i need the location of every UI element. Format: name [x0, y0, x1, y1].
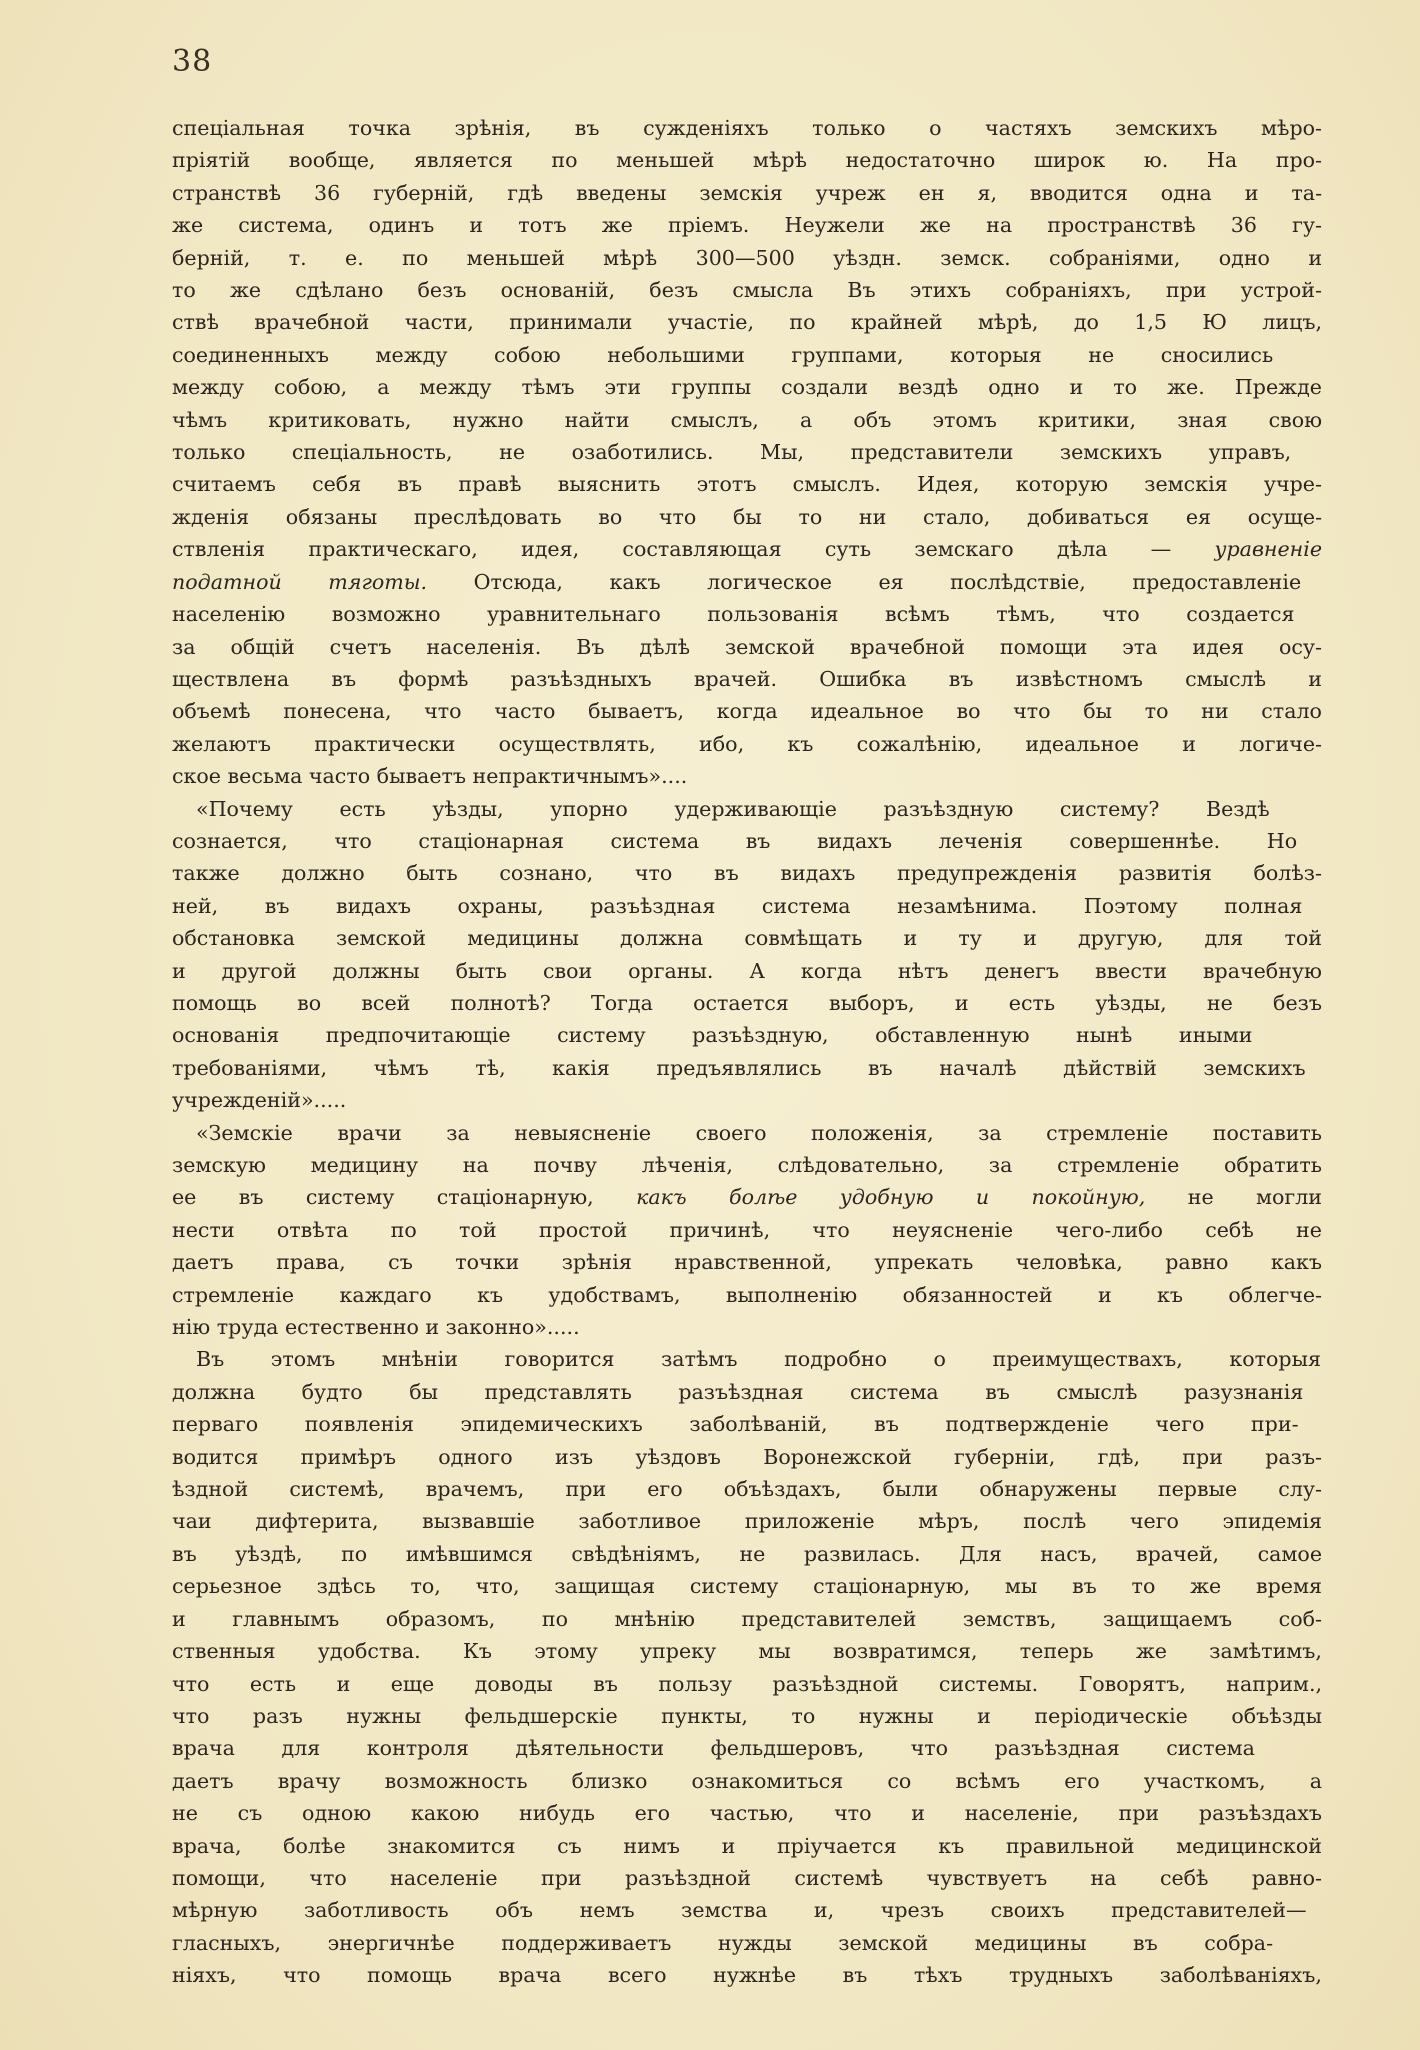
text-line: помощь во всей полнотѣ? Тогда остается выборъ, и есть уѣзды, не безъ	[172, 990, 1322, 1015]
page-number: 38	[172, 44, 213, 79]
text-line: врача, болѣе знакомится съ нимъ и пріучается къ правильной медицинской	[172, 1833, 1322, 1858]
italic-emphasis: податной тяготы.	[172, 569, 428, 594]
text-line: нію труда естественно и законно».....	[172, 1315, 580, 1340]
text-line: ское весьма часто бываетъ непрактичнымъ»....	[172, 764, 688, 789]
text-line: между собою, а между тѣмъ эти группы создали вездѣ одно и то же. Прежде	[172, 375, 1322, 400]
text-line: обстановка земской медицины должна совмѣщать и ту и другую, для той	[172, 926, 1322, 951]
text-line: ней, въ видахъ охраны, разъѣздная система незамѣнима. Поэтому полная	[172, 893, 1303, 918]
text-line: только спеціальность, не озаботились. Мы, представители земскихъ управъ,	[172, 440, 1292, 465]
text-line: даетъ врачу возможность близко ознакомиться со всѣмъ его участкомъ, а	[172, 1768, 1323, 1793]
text-line: стремленіе каждаго къ удобствамъ, выполненію обязанностей и къ облегче-	[172, 1282, 1323, 1307]
text-line: ственныя удобства. Къ этому упреку мы возвратимся, теперь же замѣтимъ,	[172, 1639, 1322, 1664]
italic-emphasis: какъ болѣе удобную и покойную,	[636, 1185, 1146, 1210]
text-line: ствѣ врачебной части, принимали участіе, по крайней мѣрѣ, до 1,5 Ю лицъ,	[172, 310, 1323, 335]
text-line: «Земскіе врачи за невыясненіе своего положенія, за стремленіе поставить	[196, 1120, 1323, 1145]
text-line: странствѣ 36 губерній, гдѣ введены земскія учреж ен я, вводится одна и та-	[172, 180, 1323, 205]
text-line: же система, одинъ и тотъ же пріемъ. Неужели же на пространствѣ 36 гу-	[172, 213, 1322, 238]
text-line: ѣздной системѣ, врачемъ, при его объѣздахъ, были обнаружены первые слу-	[172, 1477, 1322, 1502]
text-line: даетъ права, съ точки зрѣнія нравственной, упрекать человѣка, равно какъ	[172, 1250, 1322, 1275]
text-line: ствленія практическаго, идея, составляющая суть земскаго дѣла — уравненіе	[172, 537, 1323, 562]
italic-emphasis: уравненіе	[1214, 537, 1323, 562]
text-line: основанія предпочитающіе систему разъѣздную, обставленную нынѣ иными	[172, 1023, 1253, 1048]
text-line: чаи дифтерита, вызвавшіе заботливое приложеніе мѣръ, послѣ чего эпидемія	[172, 1509, 1323, 1534]
text-line: врача для контроля дѣятельности фельдшеровъ, что разъѣздная система	[172, 1736, 1255, 1761]
text-line: также должно быть сознано, что въ видахъ предупрежденія развитія болѣз-	[172, 861, 1322, 886]
text-line: Въ этомъ мнѣніи говорится затѣмъ подробно о преимуществахъ, которыя	[196, 1347, 1321, 1372]
text-line: спеціальная точка зрѣнія, въ сужденіяхъ только о частяхъ земскихъ мѣро-	[172, 116, 1322, 140]
body-text	[172, 112, 1322, 1992]
text-line: объемѣ понесена, что часто бываетъ, когда идеальное во что бы то ни стало	[172, 699, 1322, 724]
text-line: берній, т. е. по меньшей мѣрѣ 300—500 уѣздн. земск. собраніями, одно и	[172, 245, 1323, 270]
text-line: гласныхъ, энергичнѣе поддерживаетъ нужды земской медицины въ собра-	[172, 1930, 1274, 1955]
text-line: и главнымъ образомъ, по мнѣнію представителей земствъ, защищаемъ соб-	[172, 1606, 1322, 1631]
text-line: населенію возможно уравнительнаго пользованія всѣмъ тѣмъ, что создается	[172, 602, 1295, 627]
text-line: что разъ нужны фельдшерскіе пункты, то нужны и періодическіе объѣзды	[172, 1703, 1323, 1728]
text-line: требованіями, чѣмъ тѣ, какія предъявлялись въ началѣ дѣйствій земскихъ	[172, 1055, 1306, 1080]
text-line: не съ одною какою нибудь его частью, что и населеніе, при разъѣздахъ	[172, 1801, 1323, 1826]
text-line: мѣрную заботливость объ немъ земства и, чрезъ своихъ представителей—	[172, 1898, 1307, 1923]
text-line: ее въ систему стаціонарную, какъ болѣе удобную и покойную, не могли	[172, 1185, 1323, 1210]
text-line: жденія обязаны преслѣдовать во что бы то ни стало, добиваться ея осуще-	[172, 504, 1323, 529]
text-line: за общій счетъ населенія. Въ дѣлѣ земской врачебной помощи эта идея осу-	[172, 634, 1322, 659]
text-line: нести отвѣта по той простой причинѣ, что неуясненіе чего-либо себѣ не	[172, 1217, 1322, 1242]
text-line: считаемъ себя въ правѣ выяснить этотъ смыслъ. Идея, которую земскія учре-	[172, 472, 1322, 497]
text-line: водится примѣръ одного изъ уѣздовъ Воронежской губерніи, гдѣ, при разъ-	[172, 1444, 1323, 1469]
text-line: перваго появленія эпидемическихъ заболѣваній, въ подтвержденіе чего при-	[172, 1412, 1299, 1437]
text-line: желаютъ практически осуществлять, ибо, къ сожалѣнію, идеальное и логиче-	[172, 731, 1322, 756]
text-line: ществлена въ формѣ разъѣздныхъ врачей. Ошибка въ извѣстномъ смыслѣ и	[172, 666, 1323, 691]
text-line: учрежденій».....	[172, 1088, 347, 1113]
text-line: въ уѣздѣ, по имѣвшимся свѣдѣніямъ, не развилась. Для насъ, врачей, самое	[172, 1541, 1323, 1566]
text-line: помощи, что населеніе при разъѣздной системѣ чувствуетъ на себѣ равно-	[172, 1865, 1322, 1890]
text-line: «Почему есть уѣзды, упорно удерживающіе разъѣздную систему? Вездѣ	[196, 796, 1270, 821]
text-line: то же сдѣлано безъ основаній, безъ смысла Въ этихъ собраніяхъ, при устрой-	[172, 278, 1322, 303]
text-line: земскую медицину на почву лѣченія, слѣдовательно, за стремленіе обратить	[172, 1153, 1322, 1177]
text-line: пріятій вообще, является по меньшей мѣрѣ недостаточно широк ю. На про-	[172, 148, 1322, 173]
text-line: чѣмъ критиковать, нужно найти смыслъ, а объ этомъ критики, зная свою	[172, 407, 1323, 432]
text-line: соединенныхъ между собою небольшими группами, которыя не сносились	[172, 342, 1274, 367]
text-line: ніяхъ, что помощь врача всего нужнѣе въ тѣхъ трудныхъ заболѣваніяхъ,	[172, 1963, 1322, 1988]
text-line: что есть и еще доводы въ пользу разъѣздной системы. Говорятъ, наприм.,	[172, 1671, 1323, 1696]
text-line: должна будто бы представлять разъѣздная система въ смыслѣ разузнанія	[172, 1379, 1304, 1404]
text-line: и другой должны быть свои органы. А когда нѣтъ денегъ ввести врачебную	[172, 958, 1322, 983]
text-line: сознается, что стаціонарная система въ видахъ леченія совершеннѣе. Но	[172, 828, 1298, 853]
text-line: серьезное здѣсь то, что, защищая систему стаціонарную, мы въ то же время	[172, 1574, 1322, 1599]
text-line: податной тяготы. Отсюда, какъ логическое ея послѣдствіе, предоставленіе	[172, 569, 1302, 594]
